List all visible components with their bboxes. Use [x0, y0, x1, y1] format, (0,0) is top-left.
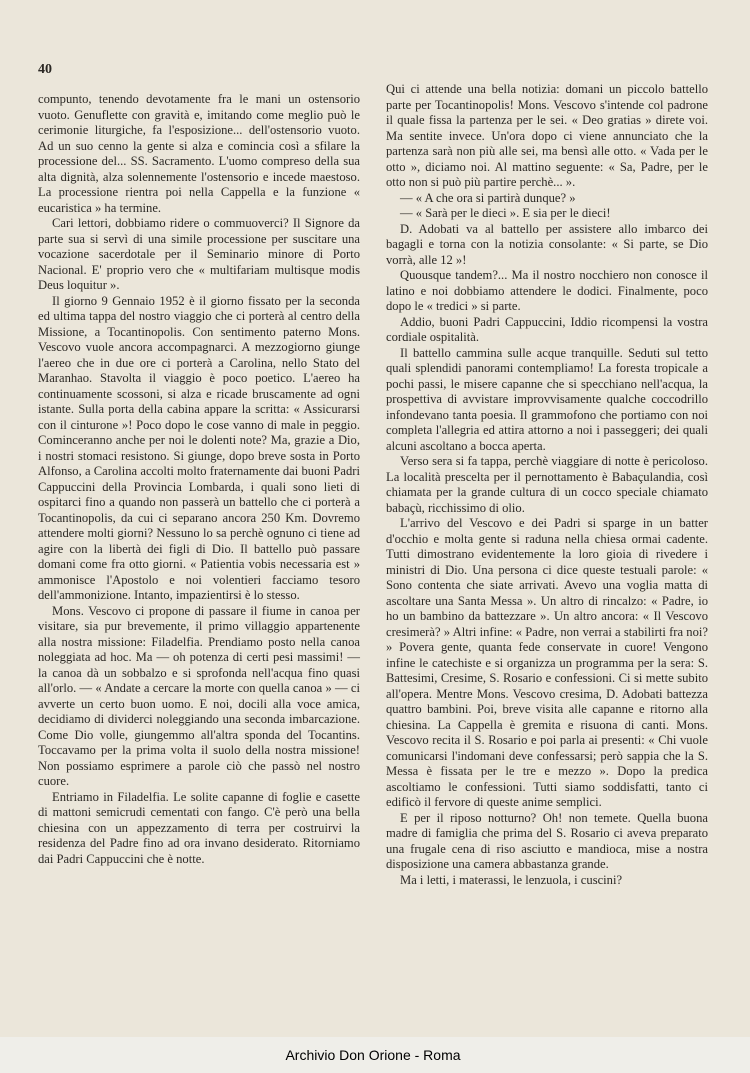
paragraph: Quousque tandem?... Ma il nostro nocchiero non conosce il latino e noi dobbiamo attendere le dodici. Finalmente, poco dopo le « tredici » si parte. [386, 268, 708, 313]
paragraph: Entriamo in Filadelfia. Le solite capanne di foglie e casette di mattoni semicrudi cementati con fango. C'è però una bella chiesina con un appezzamento di terra per costruirvi la residenza del Padre fino ad ora invano desiderato. Ritorniamo dai Padri Cappuccini che è notte. [38, 789, 360, 866]
archive-footer [0, 1037, 750, 1073]
left-column [38, 92, 360, 867]
paragraph: Verso sera si fa tappa, perchè viaggiare di notte è pericoloso. La località prescelta per il pernottamento è Babaçulandia, così chiamata per la grande cultura di un cocco speciale chiamato babaçù, ricchissimo di olio. [386, 454, 708, 515]
paragraph: Il giorno 9 Gennaio 1952 è il giorno fissato per la seconda ed ultima tappa del nostro viaggio che ci porterà al centro della Missione, a Tocantinopolis. Con sentimento paterno Mons. Vescovo vuole ancora accompagnarci. A mezzogiorno giunge l'aereo che in due ore ci porterà a Carolina, nello Stato del Maranhao. Stavolta il viaggio è poco poetico. L'aereo ha continuamente scossoni, si alza e ricade bruscamente ad ogni istante. Sulla porta della cabina appare la scritta: « Assicurarsi con il cinturone »! Poco dopo le cose vanno di male in peggio. Cominceranno anche per noi le dolenti note? Ma, grazie a Dio, i nostri stomaci resistono. Si giunge, dopo breve sosta in Porto Alfonso, a Carolina accolti molto fraternamente dai buoni Padri Cappuccini della Provincia Lombarda, i quali sono lieti di ospitarci fino a quando non passerà un battello che ci porterà a Tocantinopolis, da cui ci separano ancora 250 Km. Dovremo attendere molti giorni? Nessuno lo sa perchè ognuno ci tiene ad agire con la libertà dei figli di Dio. Il battello può passare domani come fra otto giorni. « Patientia vobis necessaria est » ammonisce l'Apostolo e noi volentieri facciamo tesoro dell'ammonizione. Intanto, impazientirsi è lo stesso. [38, 293, 360, 602]
paragraph: D. Adobati va al battello per assistere allo imbarco dei bagagli e torna con la notizia consolante: « Si parte, se Dio vorrà, alle 12 »! [386, 221, 708, 267]
paragraph: — « A che ora si partirà dunque? » [400, 190, 576, 205]
paragraph: Il battello cammina sulle acque tranquille. Seduti sul tetto quali splendidi panorami contempliamo! La foresta tropicale a pochi passi, le misere capanne che si specchiano nell'acqua, la prospettiva di avvistare improvvisamente qualche coccodrillo infondevano tanta poesia. Il grammofono che portiamo con noi completa l'allegria ed attira attorno a noi i passeggeri; dei quali alcuni ascoltano a bocca aperta. [386, 345, 708, 453]
paragraph: Ma i letti, i materassi, le lenzuola, i cuscini? [400, 872, 623, 887]
page-number: 40 [38, 62, 52, 77]
paragraph: Qui ci attende una bella notizia: domani un piccolo battello parte per Tocantinopolis! Mons. Vescovo s'intende col padrone il quale fissa la partenza per le sei. « Deo gratias » direte voi. Ma sentite invece. Un'ora dopo ci viene annunciato che la partenza sarà non più alle sei, ma bensì alle otto. « Vada per le otto », diciamo noi. Al mattino seguente: « Sa, Padre, per le otto non si può più partire perchè... ». [386, 82, 708, 189]
paragraph: E per il riposo notturno? Oh! non temete. Quella buona madre di famiglia che prima del S. Rosario ci aveva preparato una frugale cena di riso asciutto e mandioca, mise a nostra disposizione una camera abbastanza grande. [386, 810, 708, 871]
paragraph: Addio, buoni Padri Cappuccini, Iddio ricompensi la vostra cordiale ospitalità. [386, 314, 708, 344]
paragraph: compunto, tenendo devotamente fra le mani un ostensorio vuoto. Genuflette con gravità e, imitando come meglio può le cerimonie liturgiche, fa l'esposizione... dell'ostensorio vuoto. Ad un suo cenno la gente si alza e comincia così a sfilare la processione del... SS. Sacramento. L'uomo compreso della sua alta dignità, alza solennemente l'ostensorio e incede maestoso. La processione rientra poi nella Cappella e la funzione « eucaristica » ha termine. [38, 92, 360, 215]
paragraph: — « Sarà per le dieci ». E sia per le dieci! [400, 206, 611, 220]
paragraph: Cari lettori, dobbiamo ridere o commuoverci? Il Signore da parte sua si servì di una simile processione per suscitare una vocazione sacerdotale per il Seminario minore di Porto Nacional. E' proprio vero che « multifariam multisque modis Deus loquitur ». [38, 216, 360, 292]
footer-text: Archivio Don Orione - Roma [285, 1047, 461, 1063]
right-column [386, 82, 708, 888]
paragraph: Mons. Vescovo ci propone di passare il fiume in canoa per visitare, sia pur brevemente, il primo villaggio appartenente alla nostra missione: Filadelfia. Prendiamo posto nella canoa noleggiata ad hoc. Ma — oh potenza di certi pesi massimi! — la canoa dà un sobbalzo e si sprofonda nell'acqua fino quasi all'orlo. — « Andate a cercare la morte con quella canoa » — ci avverte un certo buon uomo. E noi, docili alla voce amica, decidiamo di dividerci noleggiando una seconda imbarcazione. Come Dio volle, giungemmo all'altra sponda del Tocantins. Toccavamo per la prima volta il suolo della nostra missione! Non possiamo esprimere a parole ciò che passò nel nostro cuore. [38, 603, 360, 788]
paragraph: L'arrivo del Vescovo e dei Padri si sparge in un batter d'occhio e molta gente si raduna nella chiesa ormai cadente. Tutti dimostrano evidentemente la loro gioia di rivedere i ministri di Dio. Una persona ci dice queste testuali parole: « Sono contenta che siate arrivati. Avevo una voglia matta di ascoltare una Santa Messa ». Un altro di rincalzo: « Padre, io ho un bambino da battezzare ». Un altro ancora: « Il Vescovo cresimerà? » Altri infine: « Padre, non verrai a stabilirti fra noi? » Povera gente, quanta fede conservate in cuore! Vengono infine le catechiste e si organizza un programma per la sera: S. Battesimi, Cresime, S. Rosario e confessioni. Ci si mette subito all'opera. Mentre Mons. Vescovo cresima, D. Adobati battezza quattro bambini. Poi, breve visita alle capanne e ritorno alla chiesina. La Cappella è gremita e risuona di canti. Mons. Vescovo recita il S. Rosario e poi parla ai presenti: « Chi vuole comunicarsi l'indomani deve confessarsi; però sappia che la S. Messa è fissata per le tre e mezzo ». Dopo la predica ascoltiamo le confessioni. Tutti siamo soddisfatti, tanto ci edificò il fervore di queste anime semplici. [386, 516, 708, 809]
